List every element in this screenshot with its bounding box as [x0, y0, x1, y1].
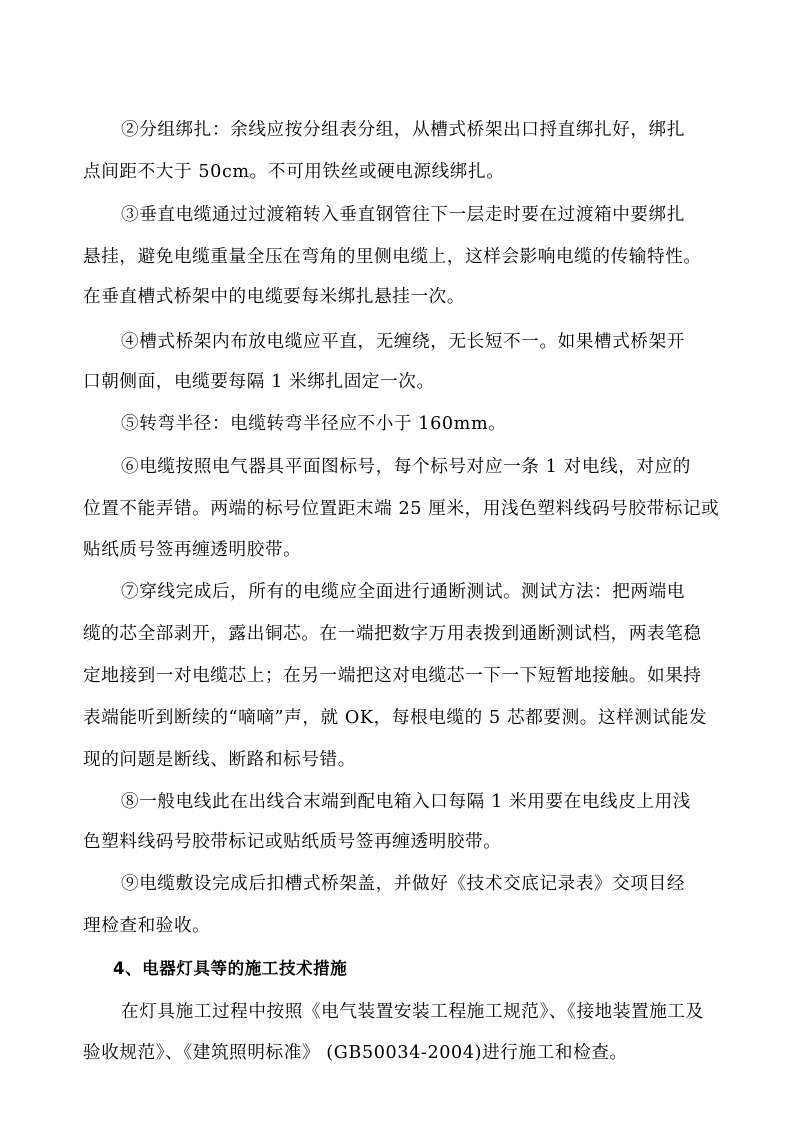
paragraph-7-line-4: 表端能听到断续的“嘀嘀”声，就 OK，每根电缆的 5 芯都要测。这样测试能发 — [83, 708, 708, 728]
paragraph-7-line-1: ⑦穿线完成后，所有的电缆应全面进行通断测试。测试方法：把两端电 — [121, 582, 686, 602]
paragraph-2-line-1: ②分组绑扎：余线应按分组表分组，从槽式桥架出口捋直绑扎好，绑扎 — [121, 120, 686, 140]
paragraph-8-line-1: ⑧一般电线此在出线合末端到配电箱入口每隔 1 米用要在电线皮上用浅 — [121, 792, 691, 812]
paragraph-4-line-2: 口朝侧面，电缆要每隔 1 米绑扎固定一次。 — [83, 372, 435, 392]
paragraph-7-line-5: 现的问题是断线、断路和标号错。 — [83, 750, 356, 770]
paragraph-5-line-1: ⑤转弯半径：电缆转弯半径应不小于 160mm。 — [121, 414, 507, 434]
paragraph-7-line-3: 定地接到一对电缆芯上；在另一端把这对电缆芯一下一下短暂地接触。如果持 — [83, 666, 702, 686]
section-heading: 4、电器灯具等的施工技术措施 — [113, 959, 348, 978]
paragraph-3-line-2: 悬挂，避免电缆重量全压在弯角的里侧电缆上，这样会影响电缆的传输特性。 — [83, 247, 702, 267]
paragraph-8-line-2: 色塑料线码号胶带标记或贴纸质号签再缠透明胶带。 — [83, 832, 502, 852]
paragraph-2-line-2: 点间距不大于 50cm。不可用铁丝或硬电源线绑扎。 — [83, 162, 505, 182]
closing-line-2: 验收规范》、《建筑照明标准》 (GB50034-2004)进行施工和检查。 — [83, 1043, 628, 1063]
paragraph-3-line-3: 在垂直槽式桥架中的电缆要每米绑扎悬挂一次。 — [83, 287, 466, 307]
paragraph-7-line-2: 缆的芯全部剥开，露出铜芯。在一端把数字万用表拨到通断测试档，两表笔稳 — [83, 624, 702, 644]
paragraph-3-line-1: ③垂直电缆通过过渡箱转入垂直钢管往下一层走时要在过渡箱中要绑扎 — [121, 205, 686, 225]
closing-line-1: 在灯具施工过程中按照《电气装置安装工程施工规范》、《接地装置施工及 — [121, 1002, 704, 1022]
paragraph-4-line-1: ④槽式桥架内布放电缆应平直，无缠绕，无长短不一。如果槽式桥架开 — [121, 332, 686, 352]
paragraph-9-line-1: ⑨电缆敷设完成后扣槽式桥架盖，并做好《技术交底记录表》交项目经 — [121, 874, 686, 894]
paragraph-9-line-2: 理检查和验收。 — [83, 916, 211, 936]
paragraph-6-line-1: ⑥电缆按照电气器具平面图标号，每个标号对应一条 1 对电线，对应的 — [121, 457, 691, 477]
paragraph-6-line-3: 贴纸质号签再缠透明胶带。 — [83, 540, 302, 560]
paragraph-6-line-2: 位置不能弄错。两端的标号位置距末端 25 厘米，用浅色塑料线码号胶带标记或 — [83, 499, 720, 519]
